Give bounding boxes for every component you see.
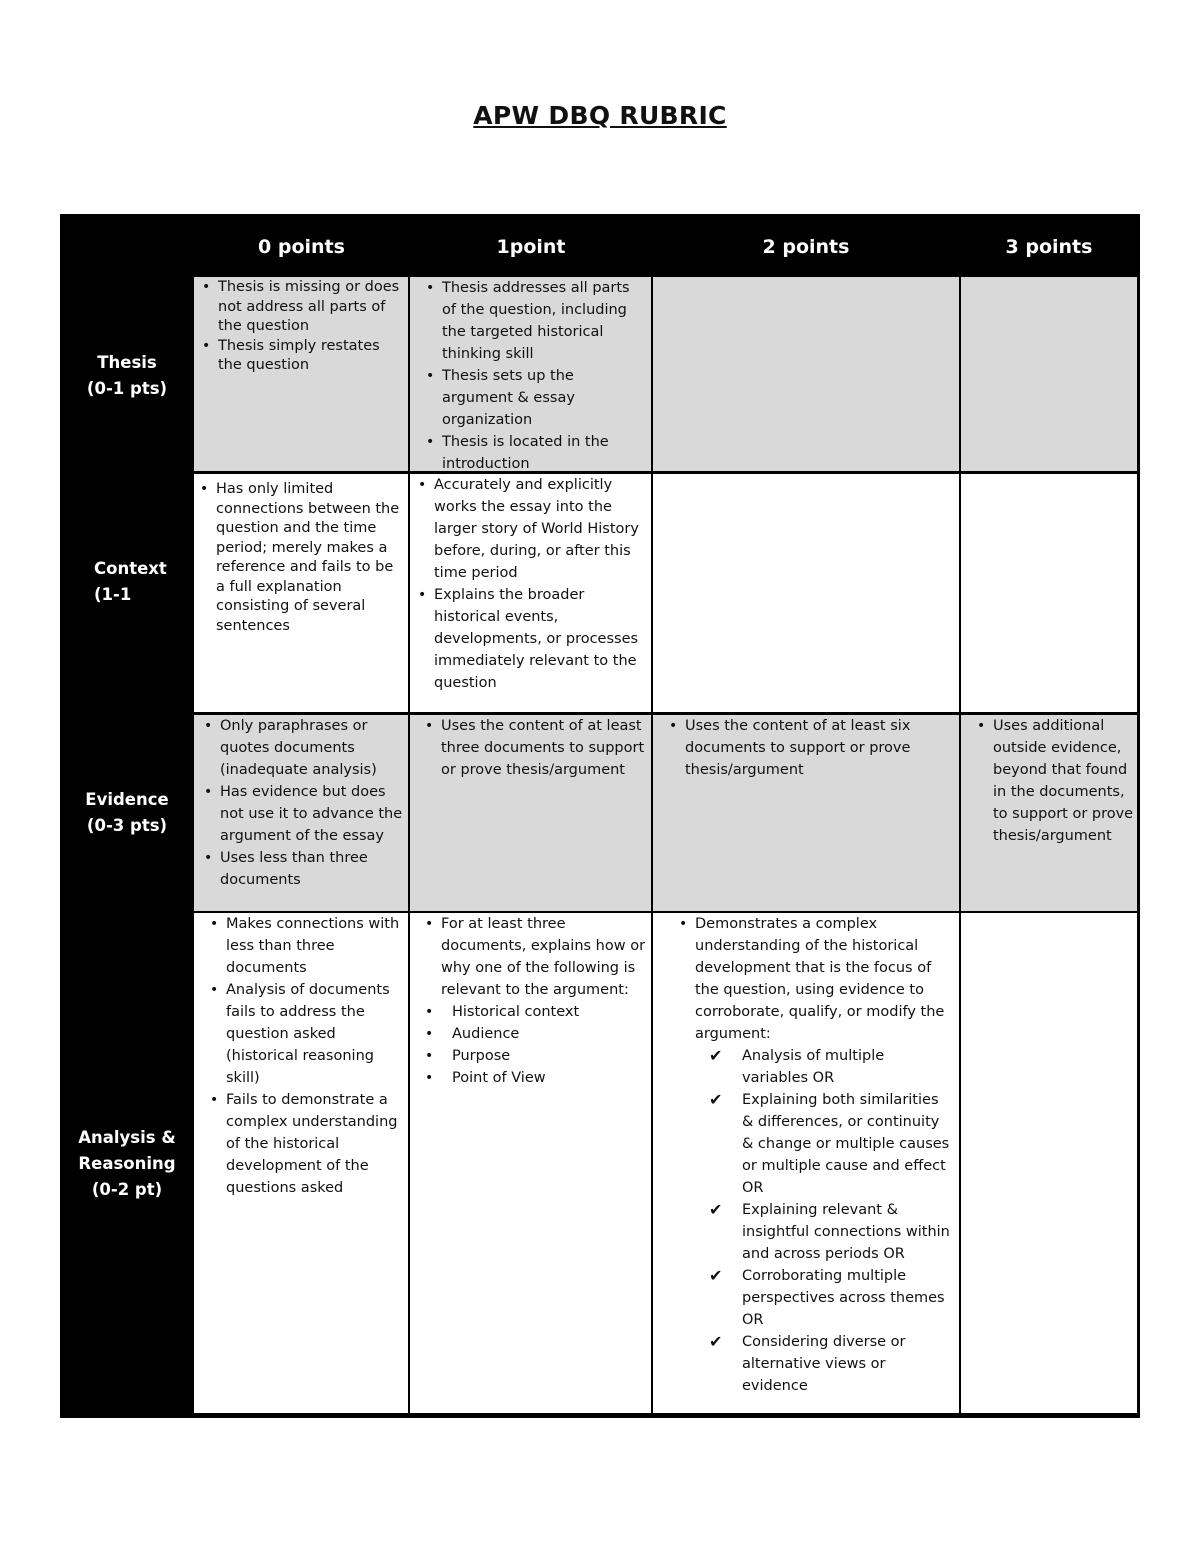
list-item: • Thesis is missing or does not address all parts of the question (196, 278, 404, 337)
list-item: • Thesis sets up the argument & essay organization (420, 365, 647, 431)
row-label-line: Evidence (85, 790, 169, 809)
cell-thesis-2 (653, 277, 959, 471)
header-1-point: 1point (496, 236, 566, 258)
row-label-line: (1-1 (94, 585, 132, 604)
row-label-line: (0-2 pt) (91, 1180, 163, 1199)
checklist-text: Explaining relevant & insightful connections within and across periods OR (742, 1202, 950, 1262)
row-label-analysis (60, 1125, 194, 1203)
page-title: APW DBQ RUBRIC (473, 101, 727, 130)
list-item: • Demonstrates a complex understanding of the historical development that is the focus of the question, using evidence to corroborate, qualify, or modify the argument: (673, 913, 953, 1045)
cell-evidence-0 (194, 715, 408, 911)
list-item: • Point of View (419, 1067, 647, 1089)
row-label-line: Reasoning (78, 1154, 176, 1173)
checklist-item (697, 1089, 953, 1199)
cell-context-3 (961, 474, 1137, 712)
row-label-line: Context (94, 559, 167, 578)
cell-analysis-3 (961, 913, 1137, 1413)
header-2-points: 2 points (762, 236, 850, 258)
checklist-item (697, 1331, 953, 1397)
row-label-line: (0-1 pts) (86, 379, 168, 398)
list-item: • Has evidence but does not use it to advance the argument of the essay (198, 781, 404, 847)
checkmark-icon: ✔ (709, 1332, 723, 1351)
cell-thesis-0 (194, 277, 408, 471)
cell-evidence-2 (653, 715, 959, 911)
list-item: • Purpose (419, 1045, 647, 1067)
list-item: • Explains the broader historical events, developments, or processes immediately relevant to the question (412, 584, 647, 694)
list-item: • Has only limited connections between the question and the time period; merely makes a reference and fails to be a full explanation consisting of several sentences (194, 480, 404, 636)
header-3-points: 3 points (1005, 236, 1093, 258)
checklist-text: Corroborating multiple perspectives across themes OR (742, 1268, 945, 1328)
list-item: • Makes connections with less than three documents (204, 913, 402, 979)
list-item: • Thesis is located in the introduction (420, 431, 647, 475)
checklist-item (697, 1045, 953, 1089)
row-label-thesis (60, 350, 194, 402)
list-item: • Audience (419, 1023, 647, 1045)
row-label-line: Analysis & (78, 1128, 176, 1147)
list-item: • Only paraphrases or quotes documents (inadequate analysis) (198, 715, 404, 781)
header-0-points: 0 points (258, 236, 345, 258)
checkmark-icon: ✔ (709, 1090, 723, 1109)
row-label-line: Thesis (97, 353, 157, 372)
checklist-item (697, 1199, 953, 1265)
list-item: • Thesis addresses all parts of the question, including the targeted historical thinking skill (420, 277, 647, 365)
list-item: • For at least three documents, explains how or why one of the following is relevant to the argument: (419, 913, 647, 1001)
list-item: • Uses the content of at least three documents to support or prove thesis/argument (419, 715, 647, 781)
checklist-text: Considering diverse or alternative views or evidence (742, 1334, 906, 1394)
row-label-evidence (60, 787, 194, 839)
checkmark-icon: ✔ (709, 1200, 723, 1219)
cell-analysis-1 (410, 913, 651, 1413)
cell-evidence-3 (961, 715, 1137, 911)
checklist-text: Explaining both similarities & differences, or continuity & change or multiple causes or multiple cause and effect OR (742, 1092, 950, 1196)
cell-context-2 (653, 474, 959, 712)
checklist-item (697, 1265, 953, 1331)
list-item: • Analysis of documents fails to address the question asked (historical reasoning skill) (204, 979, 402, 1089)
cell-analysis-0 (194, 913, 408, 1413)
list-item: • Uses additional outside evidence, beyond that found in the documents, to support or prove thesis/argument (971, 715, 1135, 847)
cell-context-1 (410, 474, 651, 712)
list-item: • Uses less than three documents (198, 847, 404, 891)
list-item: • Uses the content of at least six documents to support or prove thesis/argument (663, 715, 951, 781)
list-item: • Accurately and explicitly works the essay into the larger story of World History before, during, or after this time period (412, 474, 647, 584)
row-label-line: (0-3 pts) (86, 816, 168, 835)
row-label-context (60, 556, 194, 608)
cell-analysis-2 (653, 913, 959, 1413)
checkmark-icon: ✔ (709, 1046, 723, 1065)
list-item: • Thesis simply restates the question (196, 337, 404, 376)
cell-evidence-1 (410, 715, 651, 911)
cell-context-0 (194, 474, 408, 712)
checklist-text: Analysis of multiple variables OR (742, 1048, 885, 1086)
cell-thesis-1 (410, 277, 651, 471)
list-item: • Fails to demonstrate a complex understanding of the historical development of the questions asked (204, 1089, 402, 1199)
cell-thesis-3 (961, 277, 1137, 471)
checkmark-icon: ✔ (709, 1266, 723, 1285)
list-item: • Historical context (419, 1001, 647, 1023)
